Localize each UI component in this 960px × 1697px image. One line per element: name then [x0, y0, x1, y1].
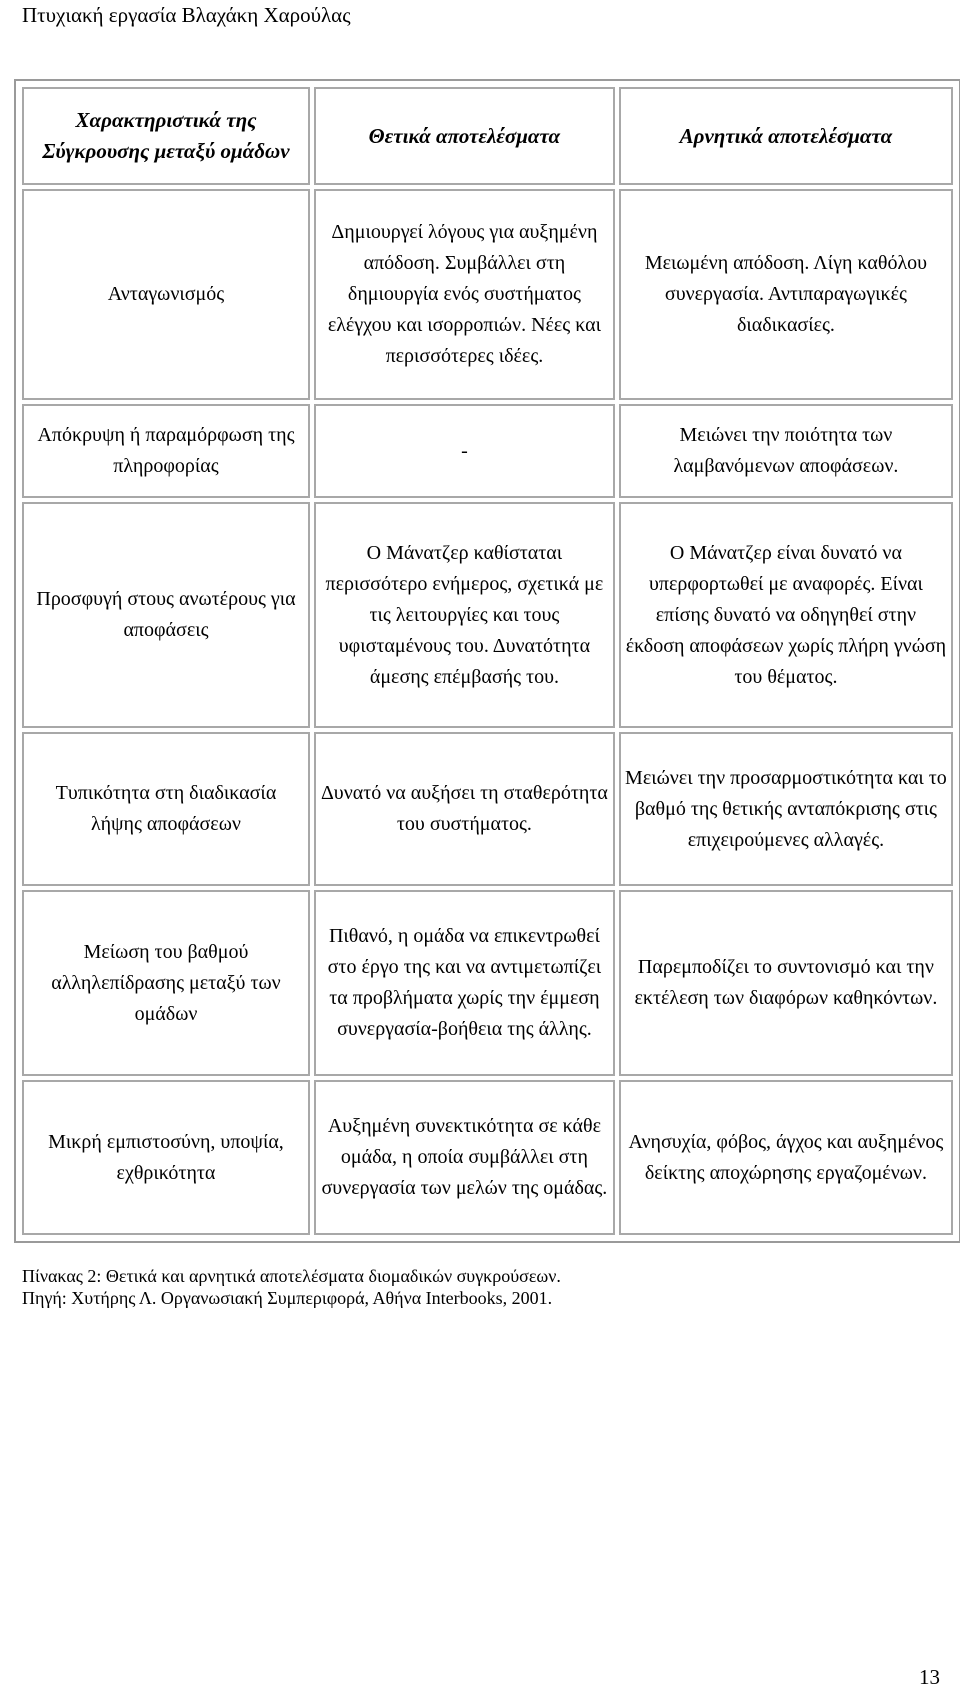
characteristic-cell: Ανταγωνισμός	[22, 189, 310, 400]
conflict-outcomes-table	[18, 83, 957, 1239]
positive-cell: Δημιουργεί λόγους για αυξημένη απόδοση. Συμβάλλει στη δημιουργία ενός συστήματος ελέγχου και ισορροπιών. Νέες και περισσότερες ιδέες.	[314, 189, 615, 400]
characteristic-cell: Μείωση του βαθμού αλληλεπίδρασης μεταξύ των ομάδων	[22, 890, 310, 1076]
caption-source: Πηγή: Χυτήρης Λ. Οργανωσιακή Συμπεριφορά, Αθήνα Interbooks, 2001.	[22, 1288, 553, 1308]
positive-cell: Ο Μάνατζερ καθίσταται περισσότερο ενήμερος, σχετικά με τις λειτουργίες και τους υφισταμένους του. Δυνατότητα άμεσης επέμβασής του.	[314, 502, 615, 728]
characteristic-cell: Απόκρυψη ή παραμόρφωση της πληροφορίας	[22, 404, 310, 498]
column-header-characteristic: Χαρακτηριστικά της Σύγκρουσης μεταξύ ομάδων	[22, 87, 310, 185]
table-row	[22, 189, 953, 400]
characteristic-cell: Προσφυγή στους ανωτέρους για αποφάσεις	[22, 502, 310, 728]
characteristic-cell: Τυπικότητα στη διαδικασία λήψης αποφάσεων	[22, 732, 310, 886]
negative-cell: Μειωμένη απόδοση. Λίγη καθόλου συνεργασία. Αντιπαραγωγικές διαδικασίες.	[619, 189, 953, 400]
table-row	[22, 732, 953, 886]
negative-cell: Ο Μάνατζερ είναι δυνατό να υπερφορτωθεί με αναφορές. Είναι επίσης δυνατό να οδηγηθεί στην έκδοση αποφάσεων χωρίς πλήρη γνώση του θέματος.	[619, 502, 953, 728]
table-row	[22, 1080, 953, 1235]
page-number: 13	[919, 1665, 940, 1689]
positive-cell: -	[314, 404, 615, 498]
running-header: Πτυχιακή εργασία Βλαχάκη Χαρούλας	[22, 3, 351, 27]
outcomes-table-frame	[14, 79, 960, 1243]
negative-cell: Ανησυχία, φόβος, άγχος και αυξημένος δείκτης αποχώρησης εργαζομένων.	[619, 1080, 953, 1235]
table-row	[22, 404, 953, 498]
table-row	[22, 890, 953, 1076]
characteristic-cell: Μικρή εμπιστοσύνη, υποψία, εχθρικότητα	[22, 1080, 310, 1235]
negative-cell: Παρεμποδίζει το συντονισμό και την εκτέλεση των διαφόρων καθηκόντων.	[619, 890, 953, 1076]
negative-cell: Μειώνει την προσαρμοστικότητα και το βαθμό της θετικής ανταπόκρισης στις επιχειρούμενες αλλαγές.	[619, 732, 953, 886]
column-header-positive: Θετικά αποτελέσματα	[314, 87, 615, 185]
table-header-row	[22, 87, 953, 185]
table-caption	[22, 1265, 561, 1309]
positive-cell: Δυνατό να αυξήσει τη σταθερότητα του συστήματος.	[314, 732, 615, 886]
caption-title: Πίνακας 2: Θετικά και αρνητικά αποτελέσματα διομαδικών συγκρούσεων.	[22, 1266, 561, 1286]
positive-cell: Αυξημένη συνεκτικότητα σε κάθε ομάδα, η οποία συμβάλλει στη συνεργασία των μελών της ομάδας.	[314, 1080, 615, 1235]
positive-cell: Πιθανό, η ομάδα να επικεντρωθεί στο έργο της και να αντιμετωπίζει τα προβλήματα χωρίς την έμμεση συνεργασία-βοήθεια της άλλης.	[314, 890, 615, 1076]
column-header-negative: Αρνητικά αποτελέσματα	[619, 87, 953, 185]
table-row	[22, 502, 953, 728]
negative-cell: Μειώνει την ποιότητα των λαμβανόμενων αποφάσεων.	[619, 404, 953, 498]
